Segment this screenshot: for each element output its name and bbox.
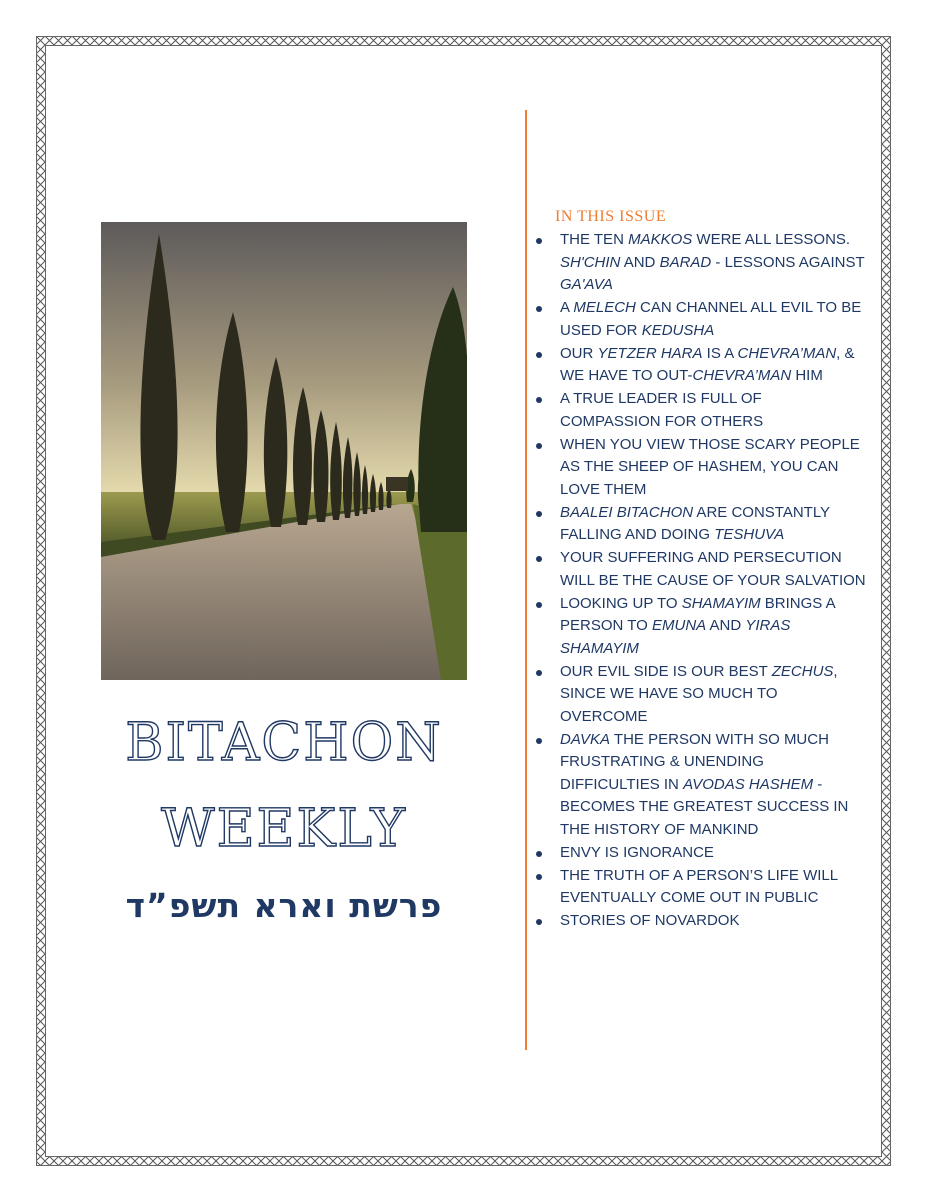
issue-item-text: WERE ALL LESSONS. [692,231,851,248]
bullet-icon [536,556,542,562]
issue-item-term: ZECHUS [771,662,834,680]
issue-item-term: YETZER HARA [597,344,703,362]
issue-item-term: BARAD [659,253,712,271]
issue-list-item [536,502,866,547]
bullet-icon [536,306,542,312]
issue-list-item [536,729,866,842]
issue-item-text: IS A [702,344,738,362]
bullet-icon [536,352,542,358]
issue-item-text: HIM [791,367,823,384]
issue-item-term: MELECH [573,299,636,316]
issue-list-item [536,910,866,933]
issue-item-text: A [560,299,574,316]
issue-item-text: THE TRUTH OF A PERSON’S LIFE WILL EVENTUALLY COME OUT IN PUBLIC [560,866,838,906]
bullet-icon [536,670,542,676]
issue-item-text: WHEN YOU VIEW THOSE SCARY PEOPLE AS THE SHEEP OF HASHEM, YOU CAN LOVE THEM [560,435,860,498]
cypress-road-photo [101,222,467,680]
issue-item-term: KEDUSHA [641,321,715,339]
issue-item-term: YIRAS SHAMAYIM [560,617,791,657]
hebrew-subtitle: פרשת וארא תשפ”ד [125,886,443,925]
title-line-2: WEEKLY [161,799,407,859]
issue-item-text: THE TEN [560,231,629,248]
issue-item-term: SH'CHIN [560,253,621,271]
issue-list-item [536,388,866,433]
bullet-icon [536,511,542,517]
issue-item-text: ARE CONSTANTLY FALLING AND DOING [560,503,830,543]
issue-item-text: AND [620,253,660,271]
issue-list-item [536,865,866,910]
bullet-icon [536,738,542,744]
issue-list-item [536,434,866,502]
issue-item-text: - BECOMES THE GREATEST SUCCESS IN THE HISTORY OF MANKIND [560,775,849,838]
bullet-icon [536,874,542,880]
vertical-divider [525,110,527,1050]
issue-item-text: CAN CHANNEL ALL EVIL TO BE USED FOR [560,299,862,339]
issue-list [536,229,866,933]
issue-item-term: MAKKOS [628,231,693,248]
bullet-icon [536,238,542,244]
issue-item-text: A TRUE LEADER IS FULL OF COMPASSION FOR OTHERS [560,390,764,430]
issue-list-item [536,842,866,865]
issue-item-text: OUR [560,344,598,362]
issue-item-term: CHEVRA’MAN [737,344,837,362]
title-line-1: BITACHON [125,713,443,773]
bullet-icon [536,602,542,608]
issue-item-text: BRINGS A PERSON TO [560,594,835,634]
issue-item-term: DAVKA [560,730,611,748]
in-this-issue-heading: IN THIS ISSUE [555,208,667,225]
issue-item-text: , & WE HAVE TO OUT- [560,344,855,384]
newsletter-title-block [101,700,467,925]
issue-list-item [536,593,866,661]
issue-item-term: TESHUVA [714,526,785,543]
issue-item-text: - LESSONS AGAINST [711,253,865,271]
issue-list-item [536,343,866,388]
bullet-icon [536,443,542,449]
bullet-icon [536,919,542,925]
issue-item-text: THE PERSON WITH SO MUCH FRUSTRATING & UNENDING DIFFICULTIES IN [560,730,829,793]
issue-item-term: SHAMAYIM [681,594,761,612]
in-this-issue-panel [536,208,866,933]
issue-list-item [536,229,866,297]
issue-item-text: STORIES OF NOVARDOK [560,912,740,929]
issue-item-text: OUR EVIL SIDE IS OUR BEST [560,662,772,680]
issue-item-text: LOOKING UP TO [560,594,682,612]
issue-item-term: CHEVRA’MAN [692,367,792,384]
issue-item-term: AVODAS HASHEM [683,775,814,793]
bullet-icon [536,397,542,403]
issue-list-item [536,297,866,342]
issue-list-item [536,547,866,592]
issue-item-term: GA'AVA [560,276,613,293]
issue-list-item [536,661,866,729]
issue-item-text: AND [706,617,746,634]
issue-item-term: BAALEI BITACHON [560,503,694,521]
issue-item-term: EMUNA [651,617,707,634]
issue-item-text: ENVY IS IGNORANCE [560,843,714,861]
issue-item-text: YOUR SUFFERING AND PERSECUTION WILL BE THE CAUSE OF YOUR SALVATION [560,549,866,589]
bullet-icon [536,851,542,857]
issue-item-text: , SINCE WE HAVE SO MUCH TO OVERCOME [560,662,838,725]
